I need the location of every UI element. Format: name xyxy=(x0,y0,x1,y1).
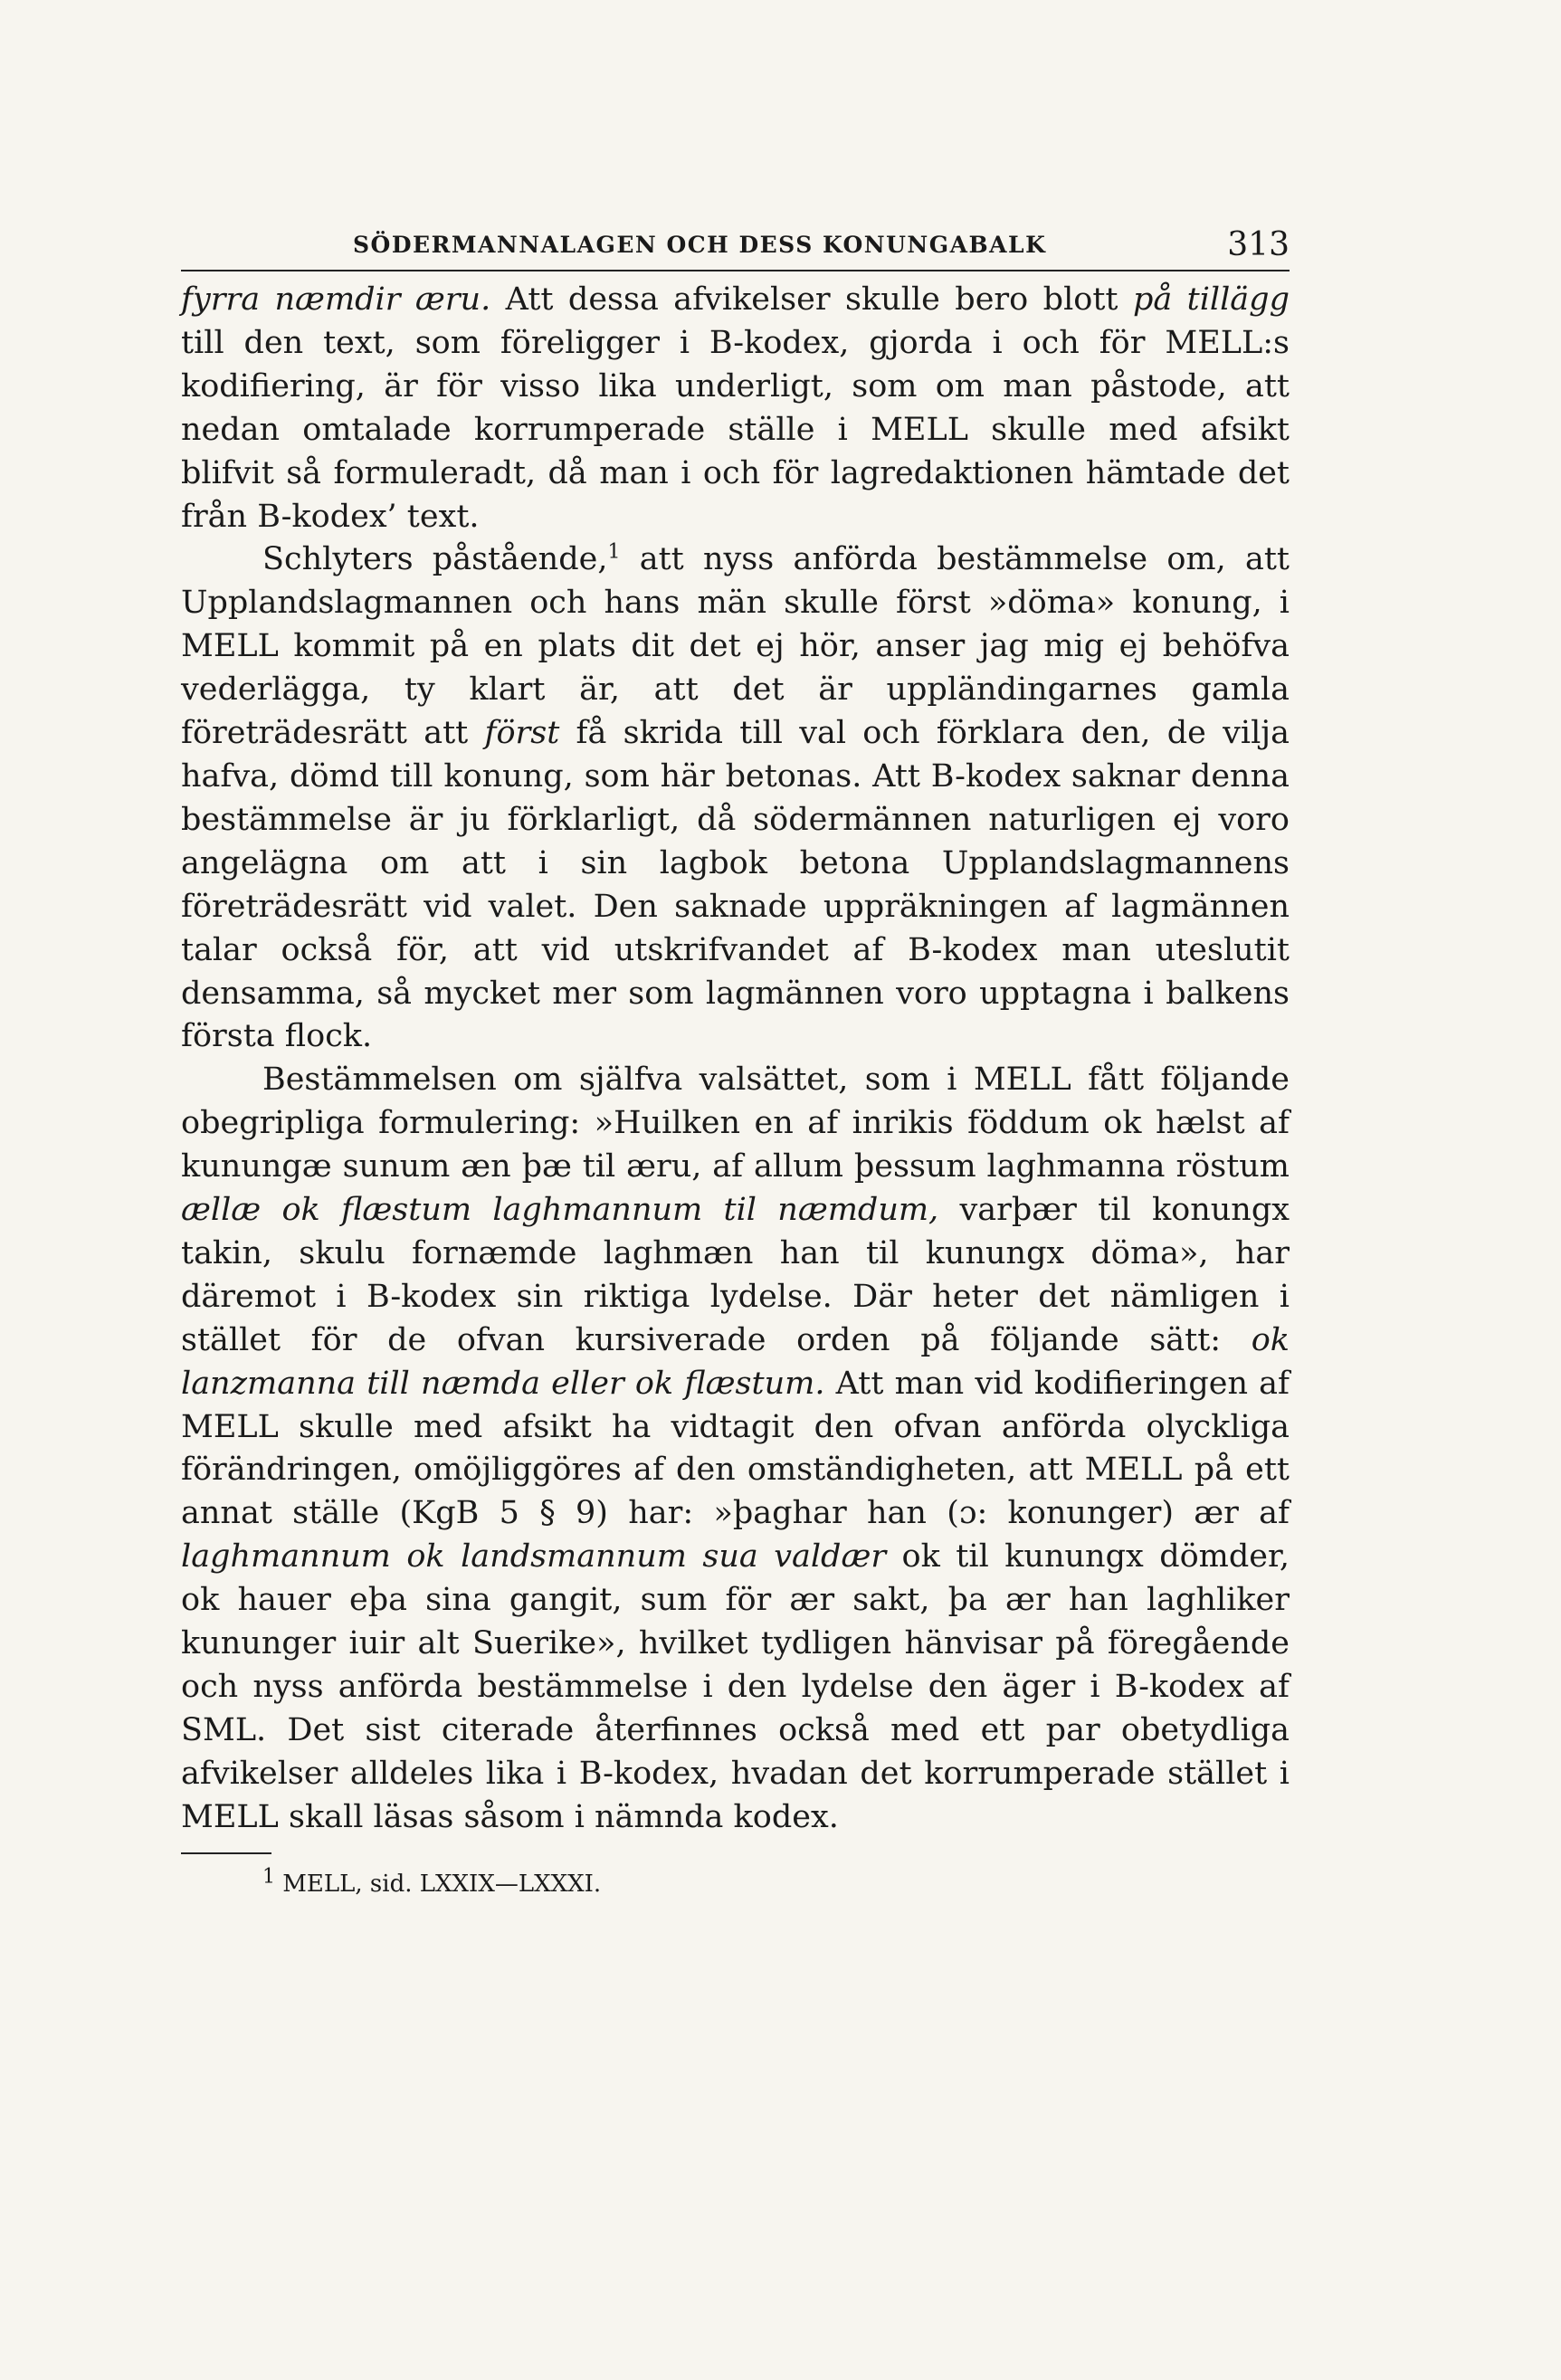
text-run: få skrida till val och förklara den, de vilja hafva, dömd till konung, som här betonas. Att B-kodex saknar denna bestämmelse är ju förklarligt, då södermännen naturligen ej voro angelägna om att i sin lagbok betona Upplandslagmannens företrädesrätt vid valet. Den saknade uppräkningen af lagmännen talar också för, att vid utskrifvandet af B-kodex man uteslutit densamma, så mycket mer som lagmännen voro upptagna i balkens första flock. xyxy=(181,715,1290,1055)
footnote-ref: 1 xyxy=(607,540,621,564)
paragraph xyxy=(181,1059,1290,1839)
italic-text: först xyxy=(484,715,560,752)
paragraph xyxy=(181,538,1290,1059)
text-run: Att dessa afvikelser skulle bero blott xyxy=(490,281,1133,318)
text-run: Bestämmelsen om själfva valsättet, som i MELL fått följande obegripliga formulering: »Huilken en af inrikis föddum ok hælst af kunungæ sunum æn þæ til æru, af allum þessum laghmanna röstum xyxy=(181,1061,1290,1185)
page xyxy=(181,226,1290,1898)
footnote-marker: 1 xyxy=(262,1864,275,1888)
page-number: 313 xyxy=(1227,226,1290,263)
text-run: ok til kunungx dömder, ok hauer eþa sina gangit, sum för ær sakt, þa ær han laghliker kununger iuir alt Suerike», hvilket tydligen hänvisar på föregående och nyss anförda bestämmelse i den lydelse den äger i B-kodex af SML. Det sist citerade återfinnes också med ett par obetydliga afvikelser alldeles lika i B-kodex, hvadan det korrumperade stället i MELL skall läsas såsom i nämnda kodex. xyxy=(181,1538,1290,1835)
running-head xyxy=(181,226,1290,271)
italic-text: laghmannum ok landsmannum sua valdær xyxy=(181,1538,887,1576)
footnote-rule xyxy=(181,1852,271,1854)
italic-text: ællæ ok flæstum laghmannum til næmdum, xyxy=(181,1192,939,1229)
text-run: Schlyters påstående, xyxy=(262,541,608,578)
paragraph xyxy=(181,279,1290,538)
italic-text: ok lanzmanna till næmda eller ok flæstum. xyxy=(181,1321,1290,1402)
italic-text: på tillägg xyxy=(1132,281,1290,318)
text-run: Att man vid kodifieringen af MELL skulle med afsikt ha vidtagit den ofvan anförda olyckliga förändringen, omöjliggöres af den omständigheten, att MELL på ett annat ställe (KgB 5 § 9) har: »þaghar han (ɔ: konunger) ær af xyxy=(181,1365,1290,1532)
text-run: att nyss anförda bestämmelse om, att Upplandslagmannen och hans män skulle först »döma» konung, i MELL kommit på en plats dit det ej hör, anser jag mig ej behöfva vederlägga, ty klart är, att det är uppländingarnes gamla företrädesrätt att xyxy=(181,541,1290,752)
text-run: varþær til konungx takin, skulu fornæmde laghmæn han til kunungx döma», har däremot i B-kodex sin riktiga lydelse. Där heter det nämligen i stället för de ofvan kursiverade orden på följande sätt: xyxy=(181,1192,1290,1358)
italic-text: fyrra næmdir æru. xyxy=(181,281,491,318)
footnote-text: MELL, sid. LXXIX—LXXXI. xyxy=(282,1870,602,1898)
text-run: till den text, som föreligger i B-kodex, gjorda i och för MELL:s kodifiering, är för visso lika underligt, som om man påstode, att nedan omtalade korrumperade ställe i MELL skulle med afsikt blifvit så formuleradt, då man i och för lagredaktionen hämtade det från B-kodex’ text. xyxy=(181,324,1290,535)
footnote xyxy=(181,1864,1290,1898)
running-title: SÖDERMANNALAGEN OCH DESS KONUNGABALK xyxy=(353,232,1047,258)
body-text xyxy=(181,279,1290,1840)
